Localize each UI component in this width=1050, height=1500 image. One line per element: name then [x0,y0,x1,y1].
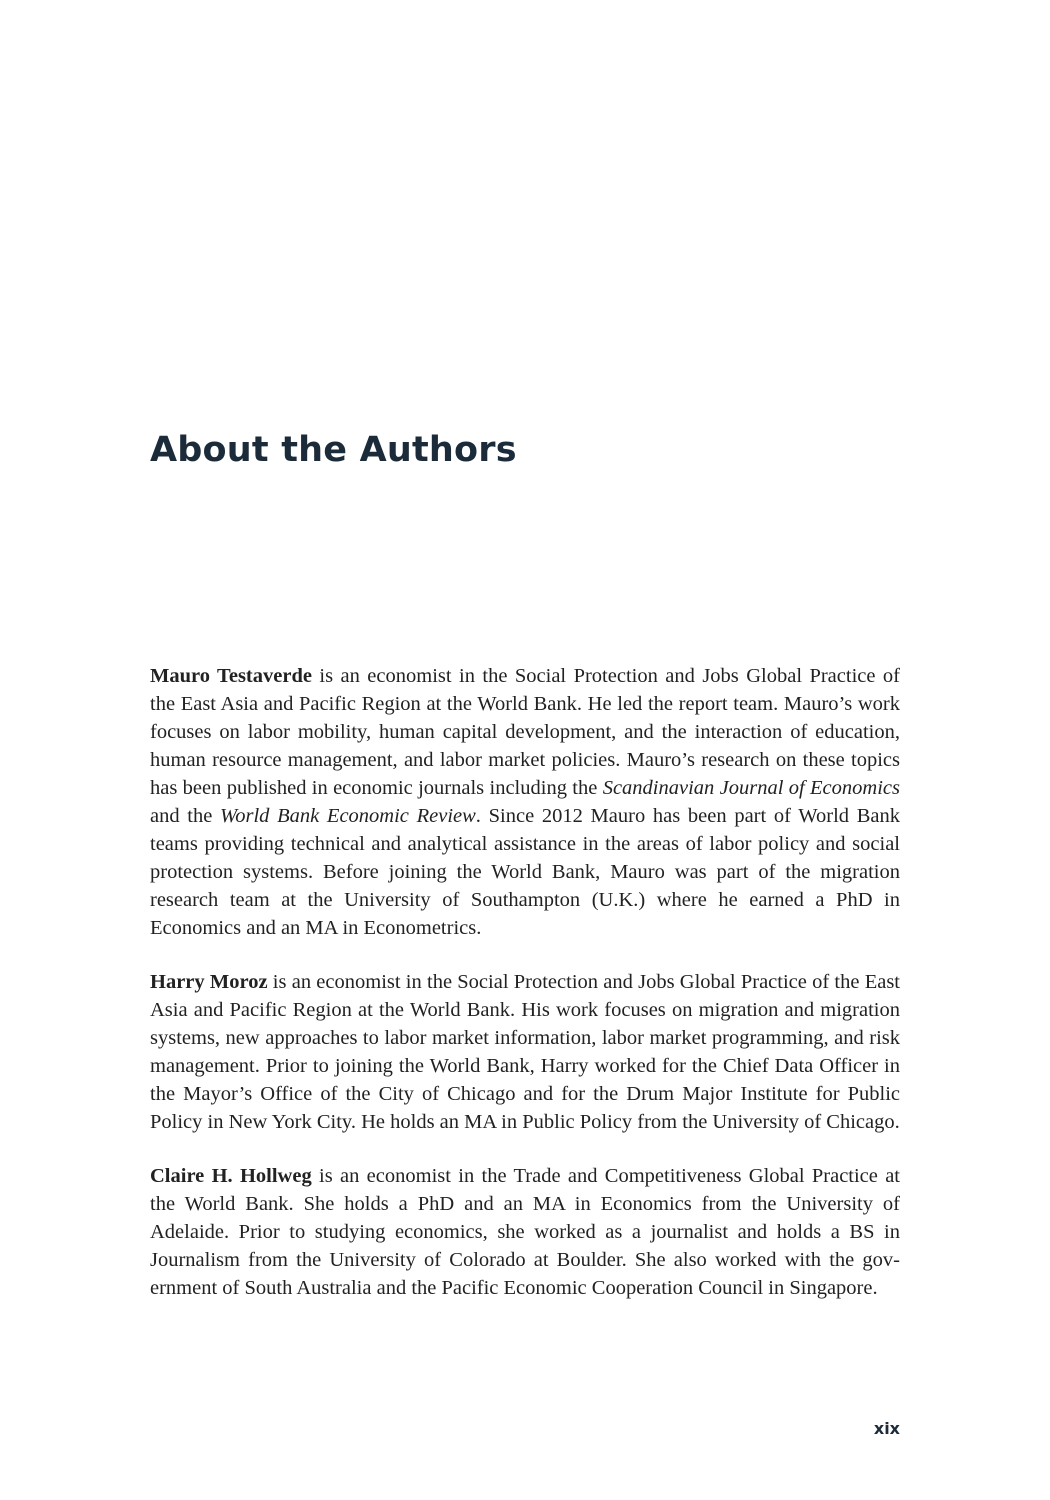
journal-title: World Bank Economic Review [220,805,476,827]
author-name: Mauro Testaverde [150,665,312,687]
author-bio-hollweg [150,1162,900,1302]
author-name: Harry Moroz [150,971,268,993]
bio-text: is an economist in the Trade and Competitiveness Global Practice at the World Bank. She holds a PhD and an MA in Economics from the University of Adelaide. Prior to studying economics, she worked as a journalist and holds a BS in Journalism from the University of Colorado at Boulder. She also worked with the government of South Australia and the Pacific Economic Cooperation Council in Singapore. [150,1165,900,1299]
author-bios [150,662,900,1328]
bio-text: . Since 2012 Mauro has been part of World Bank teams providing technical and analytical assistance in the areas of labor policy and social protection systems. Before joining the World Bank, Mauro was part of the migration research team at the University of Southampton (U.K.) where he earned a PhD in Economics and an MA in Econometrics. [150,805,900,939]
author-bio-testaverde [150,662,900,942]
page-number: xix [873,1419,900,1438]
bio-text: is an economist in the Social Protection and Jobs Global Practice of the East Asia and Pacific Region at the World Bank. He led the report team. Mauro’s work focuses on labor mobility, human capital development, and the interaction of education, human resource management, and labor market policies. Mauro’s research on these topics has been published in economic journals including the [150,665,900,799]
bio-text: is an economist in the Social Protection and Jobs Global Practice of the East Asia and Pacific Region at the World Bank. His work focuses on migration and migration systems, new approaches to labor market information, labor market programming, and risk management. Prior to joining the World Bank, Harry worked for the Chief Data Officer in the Mayor’s Office of the City of Chicago and for the Drum Major Institute for Public Policy in New York City. He holds an MA in Public Policy from the University of Chicago. [150,971,900,1133]
author-name: Claire H. Hollweg [150,1165,312,1187]
page-title: About the Authors [150,430,517,470]
author-bio-moroz [150,968,900,1136]
bio-text: and the [150,805,221,827]
journal-title: Scandinavian Journal of Economics [602,777,900,799]
